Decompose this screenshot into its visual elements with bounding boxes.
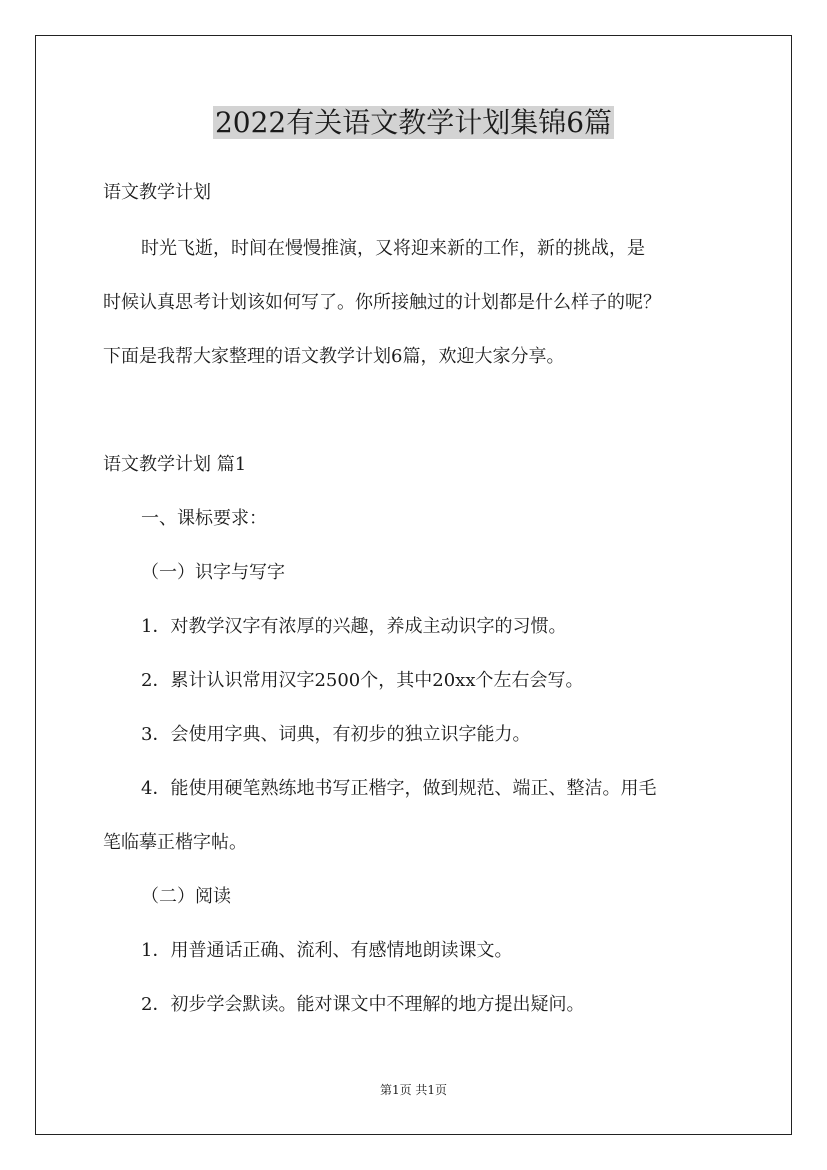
page-indicator: 第1页 共1页: [379, 1083, 448, 1097]
page-footer: [0, 1082, 827, 1098]
document-title-text: 2022有关语文教学计划集锦6篇: [214, 106, 613, 139]
part-heading-reading: （二）阅读: [141, 886, 231, 907]
list-item: 1．用普通话正确、流利、有感情地朗读课文。: [141, 940, 513, 961]
intro-paragraph-line-1: 时光飞逝，时间在慢慢推演，又将迎来新的工作，新的挑战，是: [141, 238, 645, 259]
list-item: 3．会使用字典、词典，有初步的独立识字能力。: [141, 724, 531, 745]
part-heading-literacy: （一）识字与写字: [141, 562, 285, 583]
list-item: 2．初步学会默读。能对课文中不理解的地方提出疑问。: [141, 994, 585, 1015]
intro-heading: 语文教学计划: [103, 182, 211, 203]
list-item: 4．能使用硬笔熟练地书写正楷字，做到规范、端正、整洁。用毛: [141, 778, 657, 799]
section-subheading: 一、课标要求：: [141, 508, 267, 529]
section-heading: 语文教学计划 篇1: [103, 454, 247, 475]
list-item: 2．累计认识常用汉字2500个，其中20xx个左右会写。: [141, 670, 584, 691]
intro-paragraph-line-2: 时候认真思考计划该如何写了。你所接触过的计划都是什么样子的呢？: [103, 292, 661, 313]
list-item: 1．对教学汉字有浓厚的兴趣，养成主动识字的习惯。: [141, 616, 567, 637]
document-title: [0, 103, 827, 143]
list-item-continuation: 笔临摹正楷字帖。: [103, 832, 247, 853]
intro-paragraph-line-3: 下面是我帮大家整理的语文教学计划6篇，欢迎大家分享。: [103, 346, 565, 367]
